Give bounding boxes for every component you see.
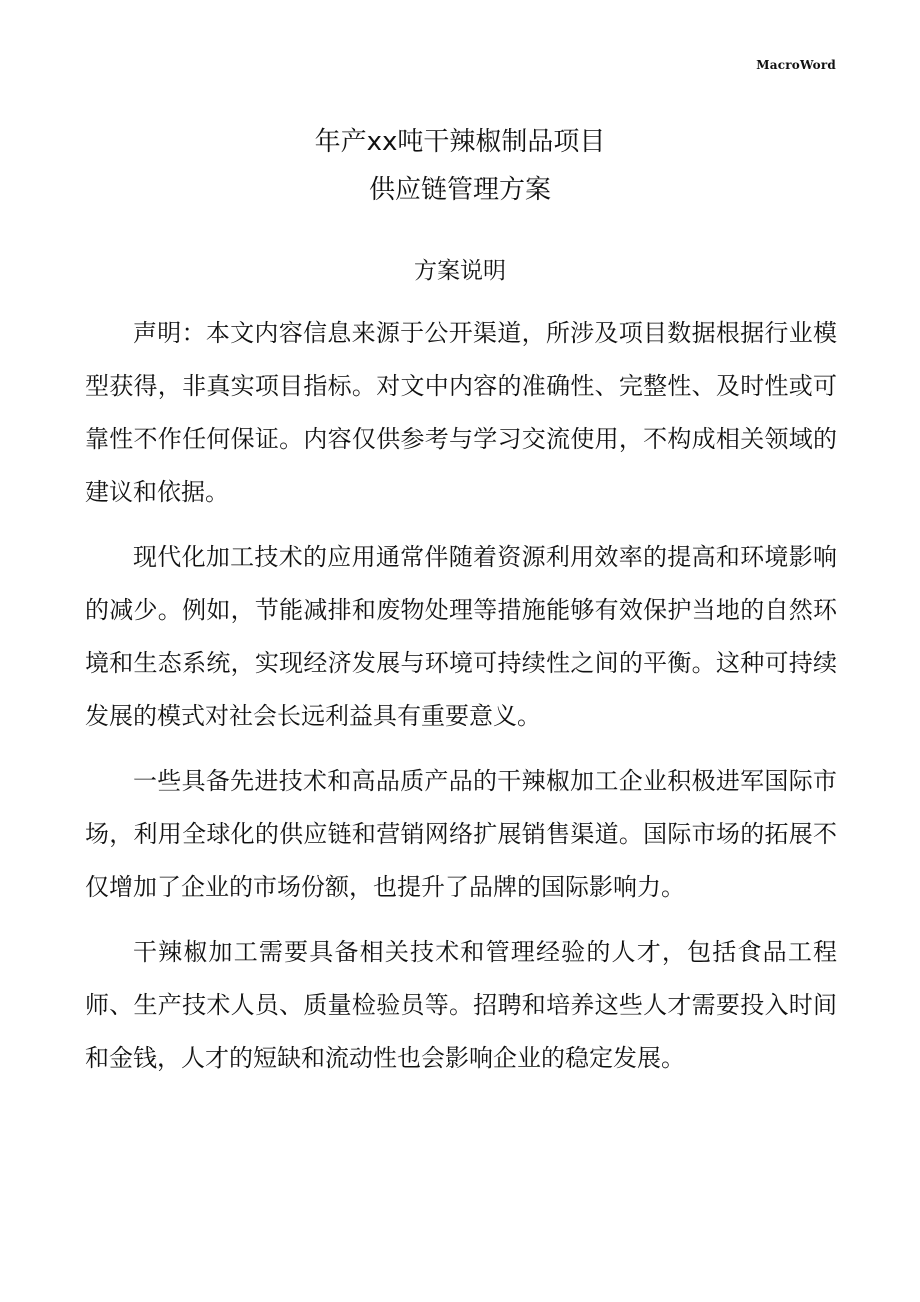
paragraph-disclaimer: 声明：本文内容信息来源于公开渠道，所涉及项目数据根据行业模型获得，非真实项目指标。对文中内容的准确性、完整性、及时性或可靠性不作任何保证。内容仅供参考与学习交流使用，不构成相关领域的建议和依据。: [85, 319, 837, 506]
document-title: [0, 118, 920, 214]
paragraph-talent: 干辣椒加工需要具备相关技术和管理经验的人才，包括食品工程师、生产技术人员、质量检验员等。招聘和培养这些人才需要投入时间和金钱，人才的短缺和流动性也会影响企业的稳定发展。: [85, 938, 837, 1072]
paragraph-international-market: 一些具备先进技术和高品质产品的干辣椒加工企业积极进军国际市场，利用全球化的供应链和营销网络扩展销售渠道。国际市场的拓展不仅增加了企业的市场份额，也提升了品牌的国际影响力。: [85, 767, 837, 901]
title-line-2: 供应链管理方案: [368, 175, 551, 205]
title-line-1: 年产xx吨干辣椒制品项目: [314, 127, 606, 157]
paragraph-modern-processing: 现代化加工技术的应用通常伴随着资源利用效率的提高和环境影响的减少。例如，节能减排和废物处理等措施能够有效保护当地的自然环境和生态系统，实现经济发展与环境可持续性之间的平衡。这种可持续发展的模式对社会长远利益具有重要意义。: [85, 543, 837, 730]
section-heading: 方案说明: [414, 258, 506, 284]
header-brand: MacroWord: [756, 58, 836, 72]
document-body: [85, 307, 837, 1097]
